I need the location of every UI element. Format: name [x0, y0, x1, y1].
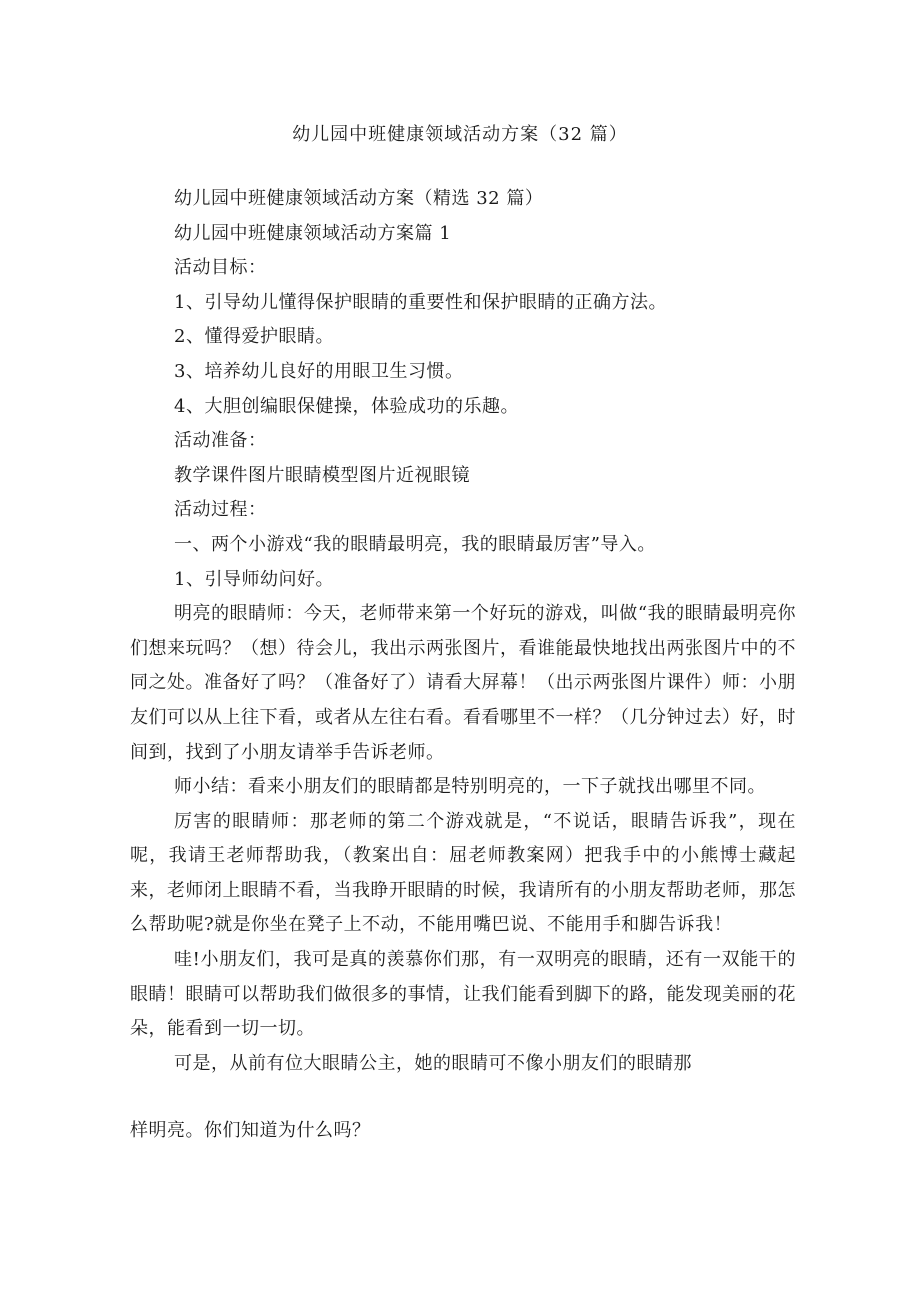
paragraph: 可是，从前有位大眼睛公主，她的眼睛可不像小朋友们的眼睛那	[174, 1052, 692, 1074]
process-step: 1、引导师幼问好。	[174, 568, 334, 590]
preparation-text: 教学课件图片眼睛模型图片近视眼镜	[174, 464, 470, 486]
continuation-line: 样明亮。你们知道为什么吗？	[130, 1120, 371, 1141]
process-step: 一、两个小游戏“我的眼睛最明亮，我的眼睛最厉害”导入。	[174, 533, 656, 555]
paragraph: 厉害的眼睛师：那老师的第二个游戏就是，“不说话，眼睛告诉我”，现在呢，我请王老师帮助我，（教案出自：屈老师教案网）把我手中的小熊博士藏起来，老师闭上眼睛不看，当我睁开眼睛的时候，我请所有的小朋友帮助老师，那怎么帮助呢?就是你坐在凳子上不动，不能用嘴巴说、不能用手和脚告诉我！	[130, 810, 796, 936]
goal-item: 3、培养幼儿良好的用眼卫生习惯。	[174, 360, 464, 382]
document-body	[130, 182, 796, 1081]
paragraph: 明亮的眼睛师：今天，老师带来第一个好玩的游戏，叫做“我的眼睛最明亮你们想来玩吗？（想）待会儿，我出示两张图片，看谁能最快地找出两张图片中的不同之处。准备好了吗？（准备好了）请看大屏幕！（出示两张图片课件）师：小朋友们可以从上往下看，或者从左往右看。看看哪里不一样？（几分钟过去）好，时间到，找到了小朋友请举手告诉老师。	[130, 603, 796, 763]
document-title: 幼儿园中班健康领域活动方案（32 篇）	[292, 124, 628, 145]
preparation-heading: 活动准备：	[174, 430, 267, 452]
goal-item: 2、懂得爱护眼睛。	[174, 326, 334, 348]
paragraph: 哇!小朋友们，我可是真的羡慕你们那，有一双明亮的眼睛，还有一双能干的眼睛！眼睛可以帮助我们做很多的事情，让我们能看到脚下的路，能发现美丽的花朵，能看到一切一切。	[130, 949, 796, 1040]
paragraph: 师小结：看来小朋友们的眼睛都是特别明亮的，一下子就找出哪里不同。	[174, 776, 766, 798]
goals-heading: 活动目标：	[174, 257, 267, 279]
section-heading: 幼儿园中班健康领域活动方案篇 1	[174, 222, 452, 244]
process-heading: 活动过程：	[174, 499, 267, 521]
subtitle-line: 幼儿园中班健康领域活动方案（精选 32 篇）	[174, 188, 544, 209]
goal-item: 1、引导幼儿懂得保护眼睛的重要性和保护眼睛的正确方法。	[174, 291, 667, 313]
goal-item: 4、大胆创编眼保健操，体验成功的乐趣。	[174, 395, 519, 417]
